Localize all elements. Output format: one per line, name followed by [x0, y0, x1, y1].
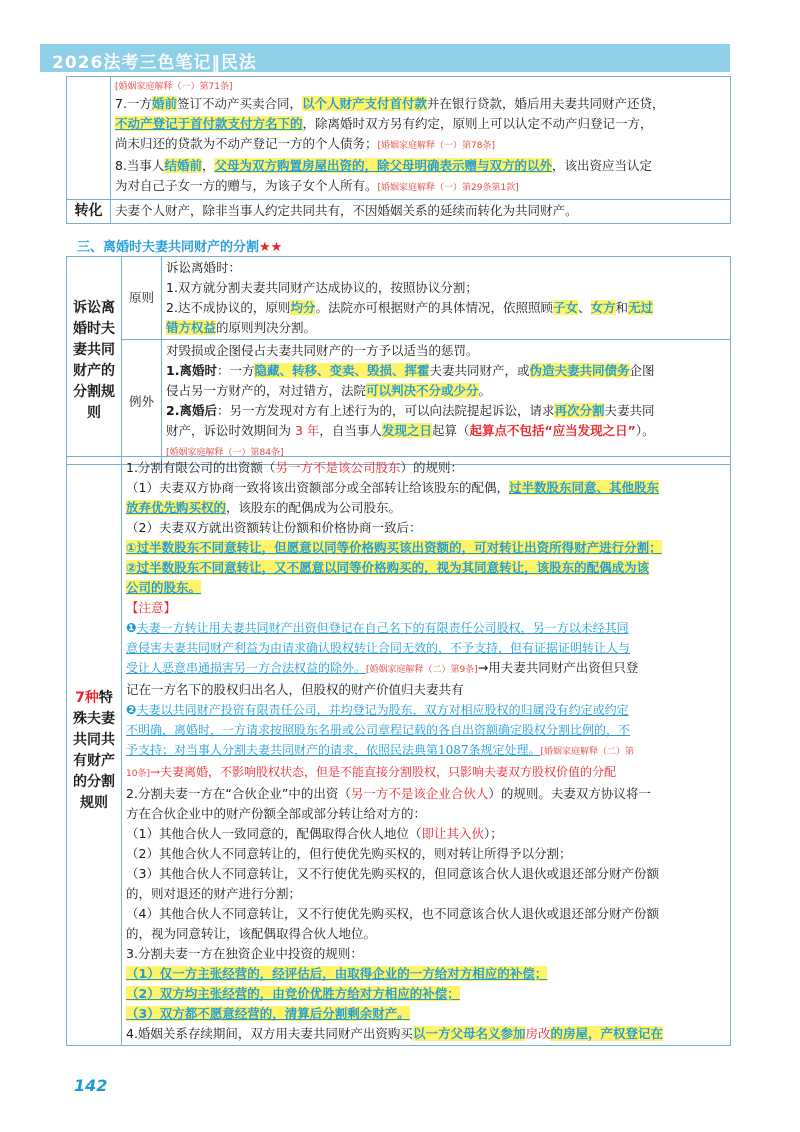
exception-line	[166, 341, 726, 361]
section-title	[77, 236, 282, 255]
split-table	[66, 256, 731, 465]
text-run: 父母为双方购置房屋出资的，除父母明确表示赠与双方的以外	[214, 158, 552, 173]
top-table-blank-label	[67, 77, 111, 200]
text-run: （1）夫妻双方协商一致将该出资额部分或全部转让给该股东的配偶，	[126, 480, 509, 495]
top-table	[66, 76, 731, 224]
text-run: （1）其他合伙人一致同意的，配偶取得合伙人地位（	[126, 826, 422, 841]
text-run: 和	[615, 300, 629, 315]
text-run: ）的规则。夫妻双方协议将一	[488, 786, 651, 801]
text-run: （2）夫妻双方就出资额转让份额和价格协商一致后：	[126, 520, 422, 535]
text-run: 起算（	[431, 423, 470, 438]
text-run: 的，视为同意转让，该配偶取得合伙人地位。	[126, 926, 377, 941]
text-run: 以个人财产支付首付款	[301, 96, 427, 111]
special-line	[126, 924, 726, 944]
special-line	[126, 784, 726, 804]
text-run: [婚姻家庭解释（一）第29条第1款]	[377, 183, 519, 193]
text-run: （2）双方均主张经营的，由竞价优胜方给对方相应的补偿；	[126, 986, 460, 1001]
text-run: 、	[577, 300, 591, 315]
special-line	[126, 864, 726, 884]
text-run: 3.分割夫妻一方在独资企业中投资的规则：	[126, 946, 363, 961]
text-run: 夫妻共同财产，或	[429, 363, 530, 378]
text-run: 子女	[552, 300, 578, 315]
conversion-label: 转化	[67, 200, 111, 224]
item8-line	[115, 156, 726, 176]
text-run: ②过半数股东不同意转让，又不愿意以同等价格购买的，视为其同意转让，该股东的配偶成为该	[126, 560, 650, 575]
text-run: 起算点不包括“应当发现之日”	[469, 423, 636, 438]
special-line	[126, 984, 726, 1004]
conversion-text: 夫妻个人财产，除非当事人约定共同共有，不因婚姻关系的延续而转化为共同财产。	[111, 200, 731, 224]
text-run: 1.离婚时	[166, 363, 217, 378]
text-run: 1.分割有限公司的出资额（	[126, 460, 276, 475]
special-line	[126, 658, 726, 680]
text-run: （3）双方都不愿意经营的，清算后分割剩余财产。	[126, 1006, 410, 1021]
special-line	[126, 964, 726, 984]
text-run: [婚姻家庭解释（二）第9条]	[366, 665, 478, 675]
text-run: 以一方父母名义参加	[412, 1026, 526, 1041]
text-run: 。法院亦可根据财产的具体情况，依照照顾	[315, 300, 553, 315]
text-run: 的原则判决分割。	[216, 320, 317, 335]
special-line	[126, 578, 726, 598]
text-run: 。	[478, 383, 492, 398]
special-content	[122, 457, 731, 1046]
text-run: 不动产登记于首付款支付方名下的	[115, 116, 303, 131]
text-run: 隐藏、转移、变卖、毁损、挥霍	[254, 363, 430, 378]
text-run: 夫妻一方转让用夫妻共同财产出资但登记在自己名下的有限责任公司股权，另一方以未经其同	[136, 621, 629, 635]
text-run: [婚姻家庭解释（二）第	[540, 747, 635, 757]
text-run: 可以判决不分或少分	[366, 383, 479, 398]
text-run: 2.达不成协议的，原则	[166, 300, 291, 315]
text-run: ）；	[483, 826, 503, 841]
item7-line	[115, 114, 726, 134]
item-8	[115, 156, 726, 198]
text-run: ）的规则：	[400, 460, 463, 475]
special-rule-label-text: 特殊夫妻共同共有财产的分割规则	[73, 690, 115, 811]
text-run: 【注意】	[126, 600, 177, 615]
split-rule-label	[67, 257, 122, 465]
text-run: 结婚前	[164, 158, 202, 173]
text-run: ：一方	[216, 363, 255, 378]
text-run: 不明确，离婚时，一方请求按照股东名册或公司章程记载的各自出资额确定股权分割比例的，不	[126, 723, 631, 737]
special-line	[126, 740, 726, 762]
text-run: 2.离婚后	[166, 403, 217, 418]
principle-line	[166, 258, 726, 278]
text-run: （3）其他合伙人不同意转让，又不行使优先购买权的，但同意该合伙人退伙或退还部分财产份额	[126, 866, 659, 881]
text-run: 即让其入伙	[421, 826, 484, 841]
header-title: 2026法考三色笔记‖民法	[52, 53, 257, 73]
exception-label: 例外	[122, 340, 162, 465]
top-table-content	[111, 77, 731, 200]
text-run: 另一方不是该企业合伙人	[350, 786, 489, 801]
text-run: →用夫妻共同财产出资但只登	[477, 660, 639, 675]
text-run: ，该出资应当认定	[551, 158, 652, 173]
text-run: [婚姻家庭解释（一）第78条]	[377, 141, 495, 151]
exception-line	[166, 361, 726, 381]
special-line	[126, 824, 726, 844]
text-run: 诉讼离婚时：	[166, 260, 242, 275]
item7-line	[115, 134, 726, 156]
text-run: 房改	[525, 1026, 551, 1041]
special-line	[126, 1024, 726, 1044]
item7-line	[115, 94, 726, 114]
special-line	[126, 538, 726, 558]
text-run: 婚前	[151, 96, 177, 111]
text-run: 予支持；对当事人分割夫妻共同财产的请求，依照民法典第1087条规定处理。	[126, 743, 541, 757]
principle-line	[166, 278, 726, 298]
text-run: ，自当事人	[319, 423, 382, 438]
text-run: ，该股东的配偶成为公司股东。	[226, 500, 402, 515]
text-run: 均分	[290, 300, 316, 315]
text-run: →夫妻离婚，不影响股权状态，但是不能直接分割股权，只影响夫妻双方股权价值的分配	[149, 765, 617, 779]
text-run: 的房屋，产权登记在	[550, 1026, 663, 1041]
text-run: ）。	[635, 423, 655, 438]
special-line	[126, 700, 726, 720]
exception-line	[166, 401, 726, 421]
exception-line	[166, 381, 726, 401]
text-run: 的，则对退还的财产进行分割；	[126, 886, 302, 901]
text-run: 为对自己子女一方的赠与，为该子女个人所有。	[115, 178, 378, 193]
text-run: 方在合伙企业中的财产份额全部或部分转让给对方的：	[126, 806, 427, 821]
text-run: 女方	[590, 300, 616, 315]
text-run: （2）其他合伙人不同意转让的，但行使优先购买权的，则对转让所得予以分割；	[126, 846, 572, 861]
special-line	[126, 458, 726, 478]
special-line	[126, 498, 726, 518]
text-run: 过半数股东同意、其他股东	[508, 480, 659, 495]
special-rule-label	[67, 457, 122, 1046]
text-run: 记在一方名下的股权归出名人，但股权的财产价值归夫妻共有	[126, 682, 464, 697]
exception-line	[166, 421, 726, 441]
special-line	[126, 1004, 726, 1024]
principle-content	[162, 257, 731, 340]
special-line	[126, 720, 726, 740]
text-run: 公司的股东。	[126, 580, 202, 595]
text-run: 财产，诉讼时效期间为	[166, 423, 295, 438]
special-line	[126, 598, 726, 618]
text-run: 侵占另一方财产的，对过错方，法院	[166, 383, 367, 398]
item8-line	[115, 176, 726, 198]
special-line	[126, 638, 726, 658]
text-run: 2.分割夫妻一方在“合伙企业”中的出资（	[126, 786, 351, 801]
text-run: 意侵害夫妻共同财产利益为由请求确认股权转让合同无效的，不予支持，但有证据证明转让人与	[126, 641, 631, 655]
text-run: 企图	[629, 363, 655, 378]
text-run: 发现之日	[381, 423, 432, 438]
text-run: 另一方不是该公司股东	[275, 460, 401, 475]
text-run: 对毁损或企图侵占夫妻共同财产的一方予以适当的惩罚。	[166, 343, 479, 358]
text-run: 7.一方	[115, 96, 152, 111]
text-run: ①过半数股东不同意转让，但愿意以同等价格购买该出资额的，可对转让出资所得财产进行分割；	[126, 540, 662, 555]
text-run: [婚姻家庭解释（一）第84条]	[166, 448, 284, 458]
item-7	[115, 94, 726, 156]
special-line	[126, 478, 726, 498]
principle-line	[166, 298, 726, 318]
text-run: 无过	[628, 300, 654, 315]
special-line	[126, 762, 726, 784]
text-run: 夫妻以共同财产投资有限责任公司，并均登记为股东，双方对相应股权的归属没有约定或约定	[136, 703, 629, 717]
text-run: 夫妻共同	[604, 403, 655, 418]
special-line	[126, 558, 726, 578]
page-header-banner	[40, 44, 730, 72]
page-number: 142	[74, 1076, 108, 1095]
special-line	[126, 680, 726, 700]
text-run: ，除离婚时双方另有约定，原则上可以认定不动产归登记一方，	[302, 116, 653, 131]
text-run: 3 年	[294, 423, 320, 438]
text-run: （1）仅一方主张经营的，经评估后，由取得企业的一方给对方相应的补偿；	[126, 966, 548, 981]
text-run: 4.婚姻关系存续期间，双方用夫妻共同财产出资购买	[126, 1026, 413, 1041]
text-run: 错方权益	[166, 320, 217, 335]
text-run: 再次分割	[554, 403, 605, 418]
special-line	[126, 904, 726, 924]
principle-label: 原则	[122, 257, 162, 340]
special-rule-label-count: 7种	[75, 690, 99, 706]
text-run: 8.当事人	[115, 158, 165, 173]
text-run: 受让人恶意串通损害另一方合法权益的除外。	[126, 661, 367, 675]
special-line	[126, 618, 726, 638]
text-run: 并在银行贷款，婚后用夫妻共同财产还贷，	[426, 96, 665, 111]
text-run: ：另一方发现对方有上述行为的，可以向法院提起诉讼，请求	[216, 403, 555, 418]
text-run: ❷	[126, 702, 137, 717]
special-table	[66, 456, 731, 1046]
exception-content	[162, 340, 731, 465]
text-run: 10条]	[126, 769, 150, 779]
text-run: 签订不动产买卖合同，	[176, 96, 302, 111]
special-line	[126, 944, 726, 964]
special-line	[126, 844, 726, 864]
special-line	[126, 518, 726, 538]
text-run: （4）其他合伙人不同意转让，又不行使优先购买权，也不同意该合伙人退伙或退还部分财产份额	[126, 906, 659, 921]
section-title-text: 三、离婚时夫妻共同财产的分割	[77, 240, 260, 255]
special-line	[126, 884, 726, 904]
text-run: 尚未归还的贷款为不动产登记一方的个人债务；	[115, 136, 378, 151]
special-line	[126, 804, 726, 824]
ref-top: [婚姻家庭解释（一）第71条]	[115, 82, 233, 92]
text-run: ❶	[126, 620, 137, 635]
text-run: 放弃优先购买权的	[126, 500, 227, 515]
split-rule-label-text: 诉讼离婚时夫妻共同财产的分割规则	[73, 299, 115, 421]
text-run: ，	[201, 158, 215, 173]
text-run: 1.双方就分割夫妻共同财产达成协议的，按照协议分割；	[166, 280, 478, 295]
principle-line	[166, 318, 726, 338]
star-icon: ★★	[259, 240, 283, 255]
text-run: 伪造夫妻共同债务	[529, 363, 630, 378]
